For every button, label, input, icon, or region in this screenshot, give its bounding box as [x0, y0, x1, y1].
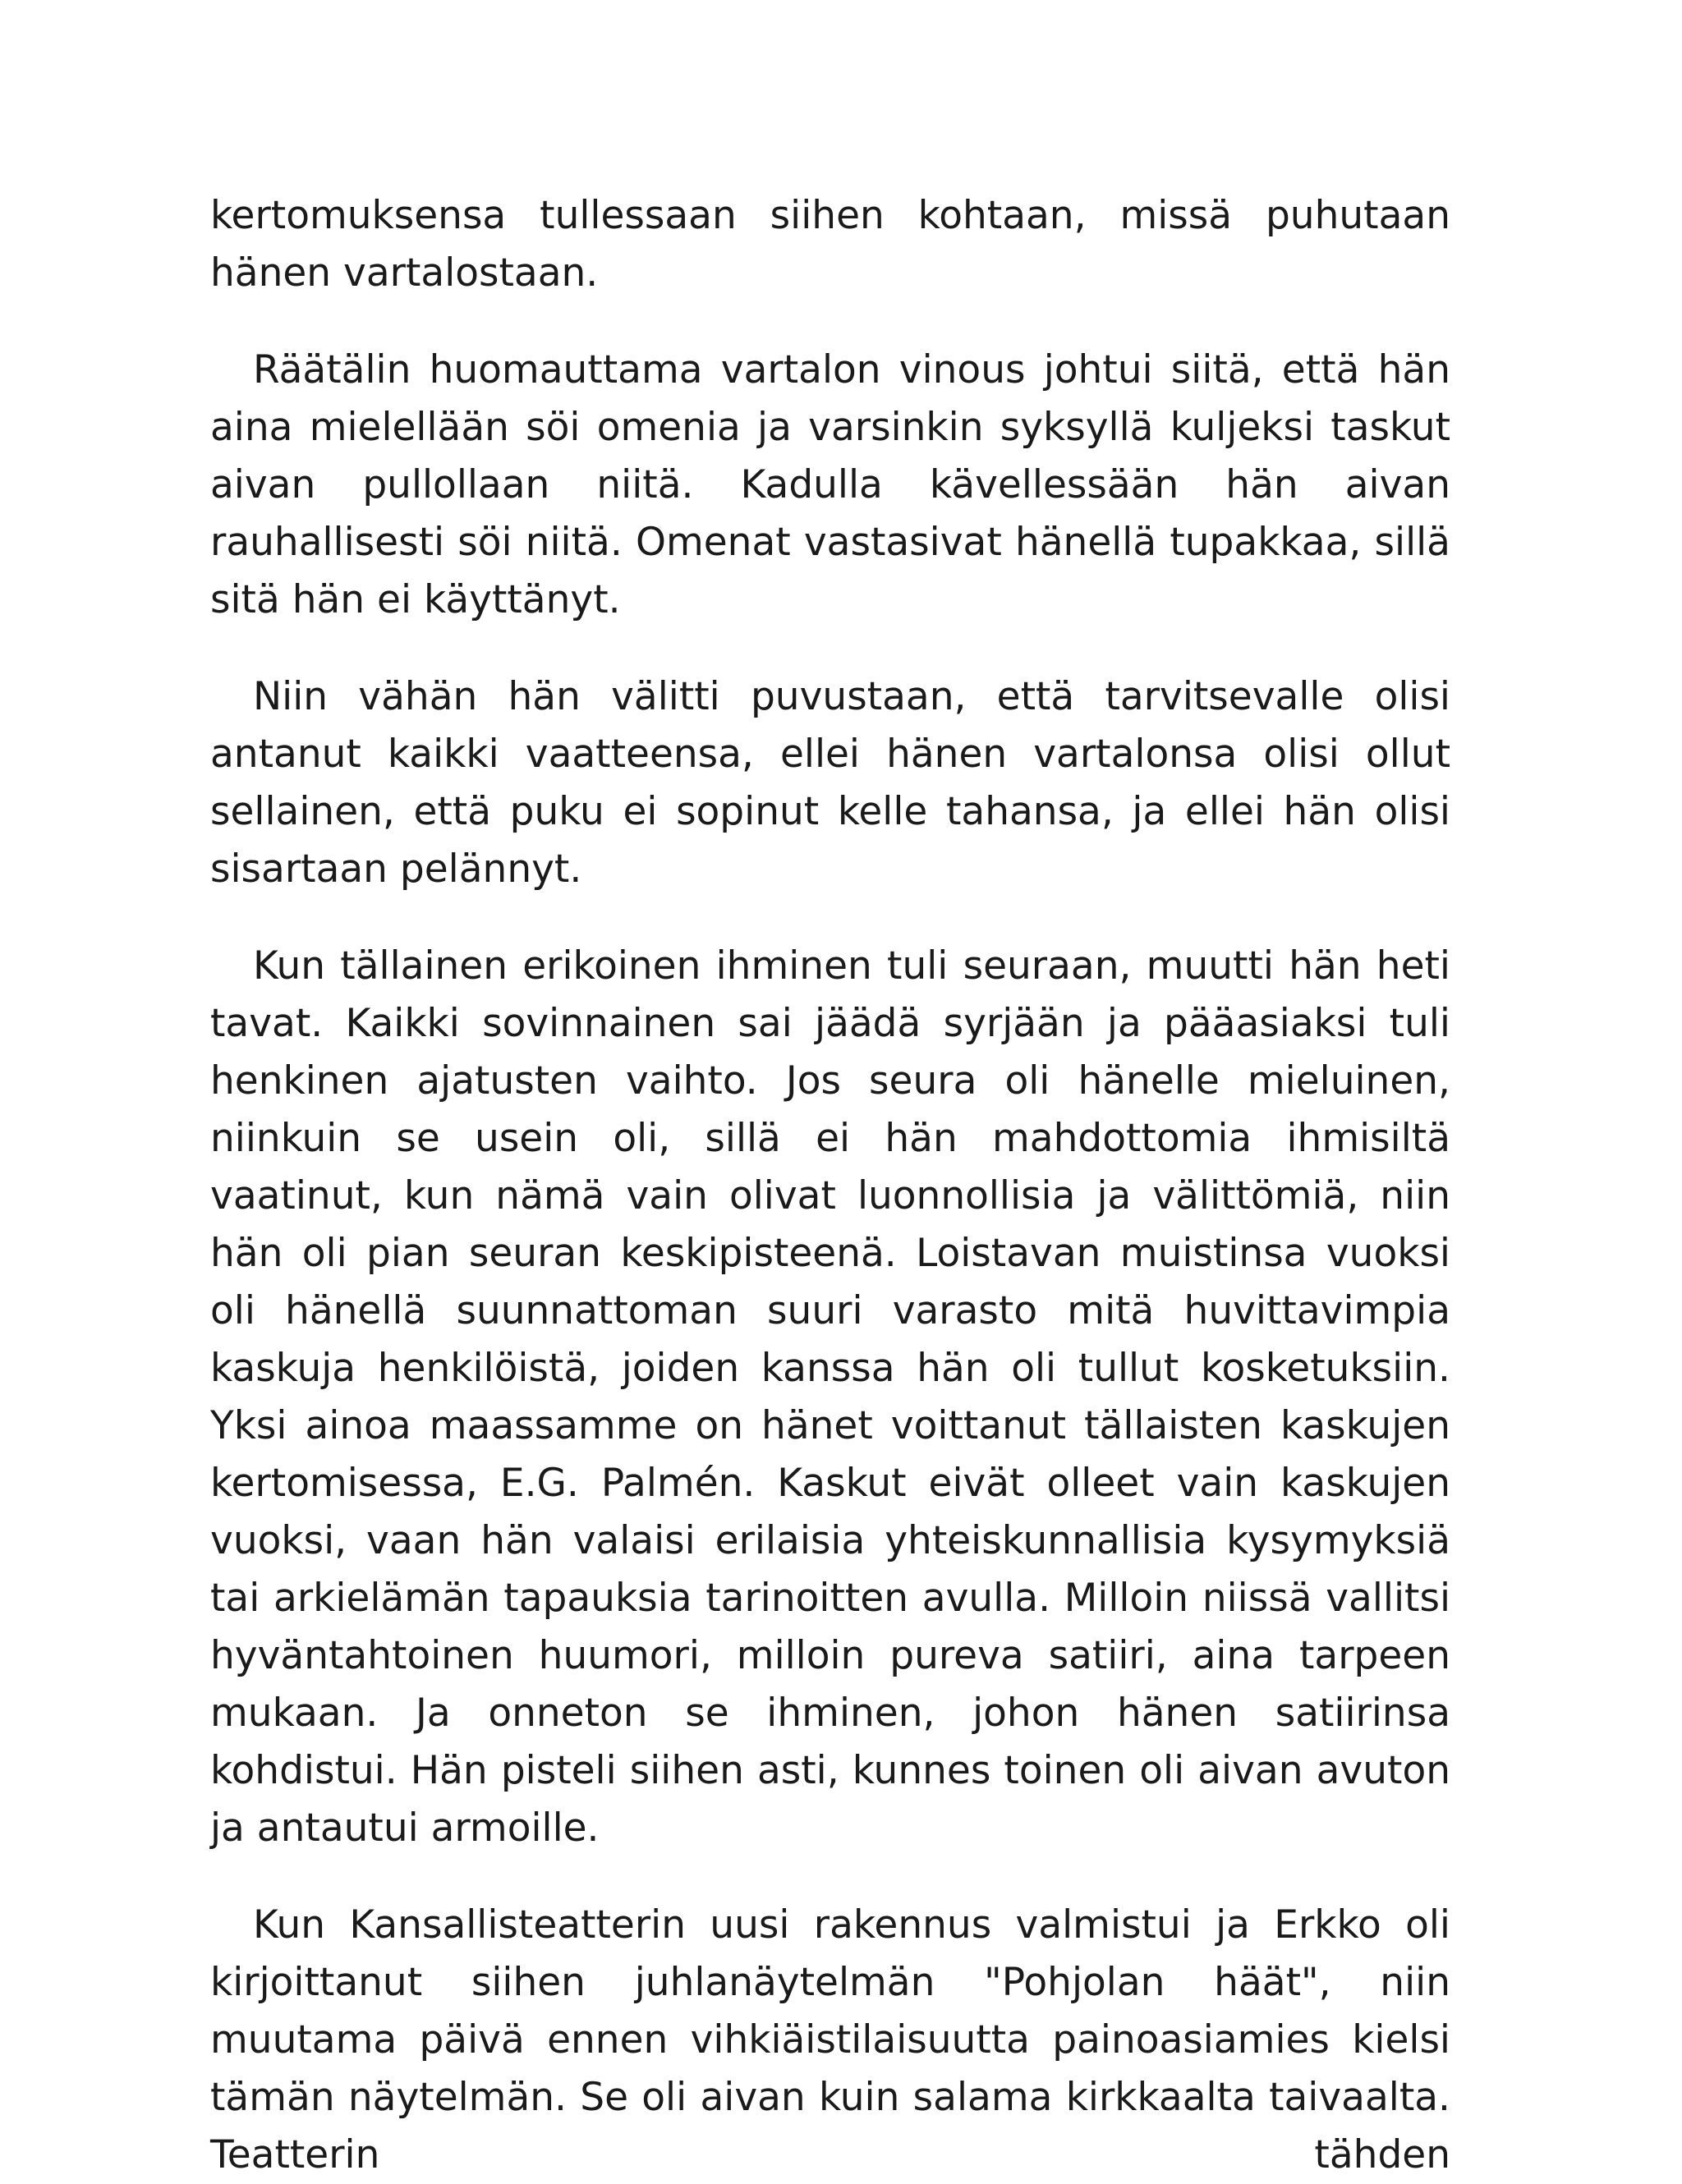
paragraph-5: Kun Kansallisteatterin uusi rakennus valmistui ja Erkko oli kirjoittanut siihen juhlanäytelmän "Pohjolan häät", niin muutama päivä ennen vihkiäistilaisuutta painoasiamies kielsi tämän näytelmän. Se oli aivan kuin salama kirkkaalta taivaalta. Teatterin tähden — [210, 1902, 1450, 2177]
paragraph-1: kertomuksensa tullessaan siihen kohtaan, missä puhutaan hänen vartalostaan. — [210, 193, 1450, 296]
document-page — [210, 187, 1450, 2184]
paragraph-4: Kun tällainen erikoinen ihminen tuli seuraan, muutti hän heti tavat. Kaikki sovinnainen sai jäädä syrjään ja pääasiaksi tuli henkinen ajatusten vaihto. Jos seura oli hänelle mieluinen, niinkuin se usein oli, sillä ei hän mahdottomia ihmisiltä vaatinut, kun nämä vain olivat luonnollisia ja välittömiä, niin hän oli pian seuran keskipisteenä. Loistavan muistinsa vuoksi oli hänellä suunnattoman suuri varasto mitä huvittavimpia kaskuja henkilöistä, joiden kanssa hän oli tullut kosketuksiin. Yksi ainoa maassamme on hänet voittanut tällaisten kaskujen kertomisessa, E.G. Palmén. Kaskut eivät olleet vain kaskujen vuoksi, vaan hän valaisi erilaisia yhteiskunnallisia kysymyksiä tai arkielämän tapauksia tarinoitten avulla. Milloin niissä vallitsi hyväntahtoinen huumori, milloin pureva satiiri, aina tarpeen mukaan. Ja onneton se ihminen, johon hänen satiirinsa kohdistui. Hän pisteli siihen asti, kunnes toinen oli aivan avuton ja antautui armoille. — [210, 943, 1450, 1851]
paragraph-3: Niin vähän hän välitti puvustaan, että tarvitsevalle olisi antanut kaikki vaatteensa, ellei hänen vartalonsa olisi ollut sellainen, että puku ei sopinut kelle tahansa, ja ellei hän olisi sisartaan pelännyt. — [210, 674, 1450, 892]
paragraph-2: Räätälin huomauttama vartalon vinous johtui siitä, että hän aina mielellään söi omenia ja varsinkin syksyllä kuljeksi taskut aivan pullollaan niitä. Kadulla kävellessään hän aivan rauhallisesti söi niitä. Omenat vastasivat hänellä tupakkaa, sillä sitä hän ei käyttänyt. — [210, 347, 1450, 622]
